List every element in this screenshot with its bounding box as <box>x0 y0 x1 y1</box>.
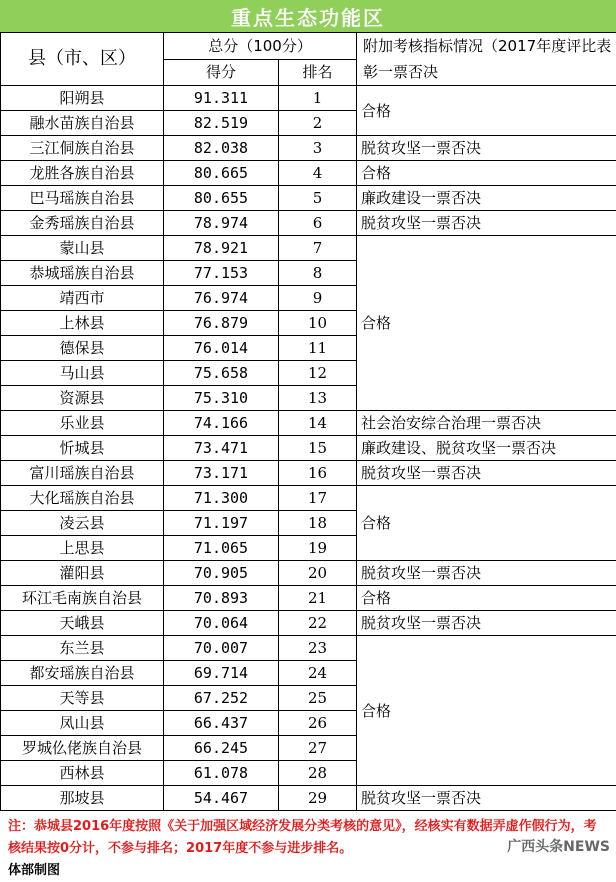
table-row <box>1 161 616 186</box>
rank-cell: 22 <box>279 611 357 636</box>
score-cell: 78.921 <box>164 236 279 261</box>
county-cell: 富川瑶族自治县 <box>1 461 164 486</box>
county-cell: 三江侗族自治县 <box>1 136 164 161</box>
note-cell: 廉政建设、脱贫攻坚一票否决 <box>357 436 616 461</box>
score-cell: 71.065 <box>164 536 279 561</box>
table-row <box>1 86 616 111</box>
score-cell: 82.038 <box>164 136 279 161</box>
footer-note-text: 注：恭城县2016年度按照《关于加强区域经济发展分类考核的意见》，经核实有数据弄虚作假行为，考核结果按0分计，不参与排名；2017年度不参与进步排名。 <box>8 819 597 856</box>
table-row <box>1 636 616 661</box>
county-cell: 资源县 <box>1 386 164 411</box>
ranking-table <box>0 32 616 811</box>
score-cell: 67.252 <box>164 686 279 711</box>
rank-cell: 9 <box>279 286 357 311</box>
score-cell: 70.905 <box>164 561 279 586</box>
score-cell: 73.471 <box>164 436 279 461</box>
header-row-1 <box>1 33 616 60</box>
note-cell: 脱贫攻坚一票否决 <box>357 211 616 236</box>
rank-cell: 20 <box>279 561 357 586</box>
score-cell: 69.714 <box>164 661 279 686</box>
score-cell: 77.153 <box>164 261 279 286</box>
footer-dept: 体部制图 <box>8 863 60 878</box>
score-cell: 76.879 <box>164 311 279 336</box>
score-cell: 71.300 <box>164 486 279 511</box>
rank-cell: 8 <box>279 261 357 286</box>
table-row <box>1 486 616 511</box>
score-cell: 76.014 <box>164 336 279 361</box>
rank-cell: 24 <box>279 661 357 686</box>
header-total: 总分（100分） <box>164 33 357 60</box>
note-cell: 脱贫攻坚一票否决 <box>357 561 616 586</box>
county-cell: 大化瑶族自治县 <box>1 486 164 511</box>
note-cell: 脱贫攻坚一票否决 <box>357 611 616 636</box>
rank-cell: 27 <box>279 736 357 761</box>
rank-cell: 5 <box>279 186 357 211</box>
county-cell: 上林县 <box>1 311 164 336</box>
county-cell: 灌阳县 <box>1 561 164 586</box>
score-cell: 70.893 <box>164 586 279 611</box>
rank-cell: 7 <box>279 236 357 261</box>
note-cell: 社会治安综合治理一票否决 <box>357 411 616 436</box>
header-county: 县（市、区） <box>1 33 164 86</box>
score-cell: 74.166 <box>164 411 279 436</box>
table-row <box>1 436 616 461</box>
score-cell: 66.245 <box>164 736 279 761</box>
note-cell: 廉政建设一票否决 <box>357 186 616 211</box>
rank-cell: 19 <box>279 536 357 561</box>
county-cell: 金秀瑶族自治县 <box>1 211 164 236</box>
rank-cell: 13 <box>279 386 357 411</box>
county-cell: 东兰县 <box>1 636 164 661</box>
county-cell: 龙胜各族自治县 <box>1 161 164 186</box>
rank-cell: 12 <box>279 361 357 386</box>
score-cell: 82.519 <box>164 111 279 136</box>
score-cell: 75.658 <box>164 361 279 386</box>
county-cell: 凤山县 <box>1 711 164 736</box>
rank-cell: 28 <box>279 761 357 786</box>
county-cell: 那坡县 <box>1 786 164 811</box>
rank-cell: 15 <box>279 436 357 461</box>
note-cell: 合格 <box>357 486 616 561</box>
table-row <box>1 561 616 586</box>
score-cell: 54.467 <box>164 786 279 811</box>
rank-cell: 14 <box>279 411 357 436</box>
table-row <box>1 461 616 486</box>
county-cell: 天峨县 <box>1 611 164 636</box>
county-cell: 都安瑶族自治县 <box>1 661 164 686</box>
note-cell: 合格 <box>357 236 616 411</box>
rank-cell: 23 <box>279 636 357 661</box>
score-cell: 71.197 <box>164 511 279 536</box>
rank-cell: 16 <box>279 461 357 486</box>
rank-cell: 10 <box>279 311 357 336</box>
score-cell: 75.310 <box>164 386 279 411</box>
watermark: 广西头条NEWS <box>507 836 610 856</box>
county-cell: 罗城仫佬族自治县 <box>1 736 164 761</box>
table-row <box>1 586 616 611</box>
county-cell: 凌云县 <box>1 511 164 536</box>
county-cell: 靖西市 <box>1 286 164 311</box>
note-cell: 合格 <box>357 636 616 786</box>
score-cell: 61.078 <box>164 761 279 786</box>
table-row <box>1 786 616 811</box>
county-cell: 西林县 <box>1 761 164 786</box>
county-cell: 天等县 <box>1 686 164 711</box>
header-rank: 排名 <box>279 59 357 86</box>
header-note: 附加考核指标情况（2017年度评比表彰一票否决 <box>357 33 616 86</box>
score-cell: 70.064 <box>164 611 279 636</box>
note-cell: 脱贫攻坚一票否决 <box>357 461 616 486</box>
county-cell: 忻城县 <box>1 436 164 461</box>
table-row <box>1 611 616 636</box>
rank-cell: 29 <box>279 786 357 811</box>
county-cell: 乐业县 <box>1 411 164 436</box>
county-cell: 蒙山县 <box>1 236 164 261</box>
score-cell: 73.171 <box>164 461 279 486</box>
rank-cell: 25 <box>279 686 357 711</box>
table-row <box>1 186 616 211</box>
score-cell: 91.311 <box>164 86 279 111</box>
table-row <box>1 211 616 236</box>
note-cell: 脱贫攻坚一票否决 <box>357 136 616 161</box>
county-cell: 恭城瑶族自治县 <box>1 261 164 286</box>
rank-cell: 26 <box>279 711 357 736</box>
note-cell: 脱贫攻坚一票否决 <box>357 786 616 811</box>
county-cell: 巴马瑶族自治县 <box>1 186 164 211</box>
rank-cell: 3 <box>279 136 357 161</box>
table-row <box>1 411 616 436</box>
county-cell: 融水苗族自治县 <box>1 111 164 136</box>
county-cell: 阳朔县 <box>1 86 164 111</box>
section-title: 重点生态功能区 <box>0 0 616 32</box>
rank-cell: 11 <box>279 336 357 361</box>
rank-cell: 21 <box>279 586 357 611</box>
score-cell: 66.437 <box>164 711 279 736</box>
score-cell: 78.974 <box>164 211 279 236</box>
rank-cell: 4 <box>279 161 357 186</box>
rank-cell: 6 <box>279 211 357 236</box>
score-cell: 70.007 <box>164 636 279 661</box>
rank-cell: 17 <box>279 486 357 511</box>
rank-cell: 1 <box>279 86 357 111</box>
county-cell: 上思县 <box>1 536 164 561</box>
note-cell: 合格 <box>357 86 616 136</box>
ranking-table-body <box>1 33 616 811</box>
rank-cell: 2 <box>279 111 357 136</box>
note-cell: 合格 <box>357 161 616 186</box>
table-row <box>1 236 616 261</box>
note-cell: 合格 <box>357 586 616 611</box>
score-cell: 80.655 <box>164 186 279 211</box>
county-cell: 环江毛南族自治县 <box>1 586 164 611</box>
table-row <box>1 136 616 161</box>
header-score: 得分 <box>164 59 279 86</box>
rank-cell: 18 <box>279 511 357 536</box>
score-cell: 76.974 <box>164 286 279 311</box>
county-cell: 德保县 <box>1 336 164 361</box>
score-cell: 80.665 <box>164 161 279 186</box>
county-cell: 马山县 <box>1 361 164 386</box>
